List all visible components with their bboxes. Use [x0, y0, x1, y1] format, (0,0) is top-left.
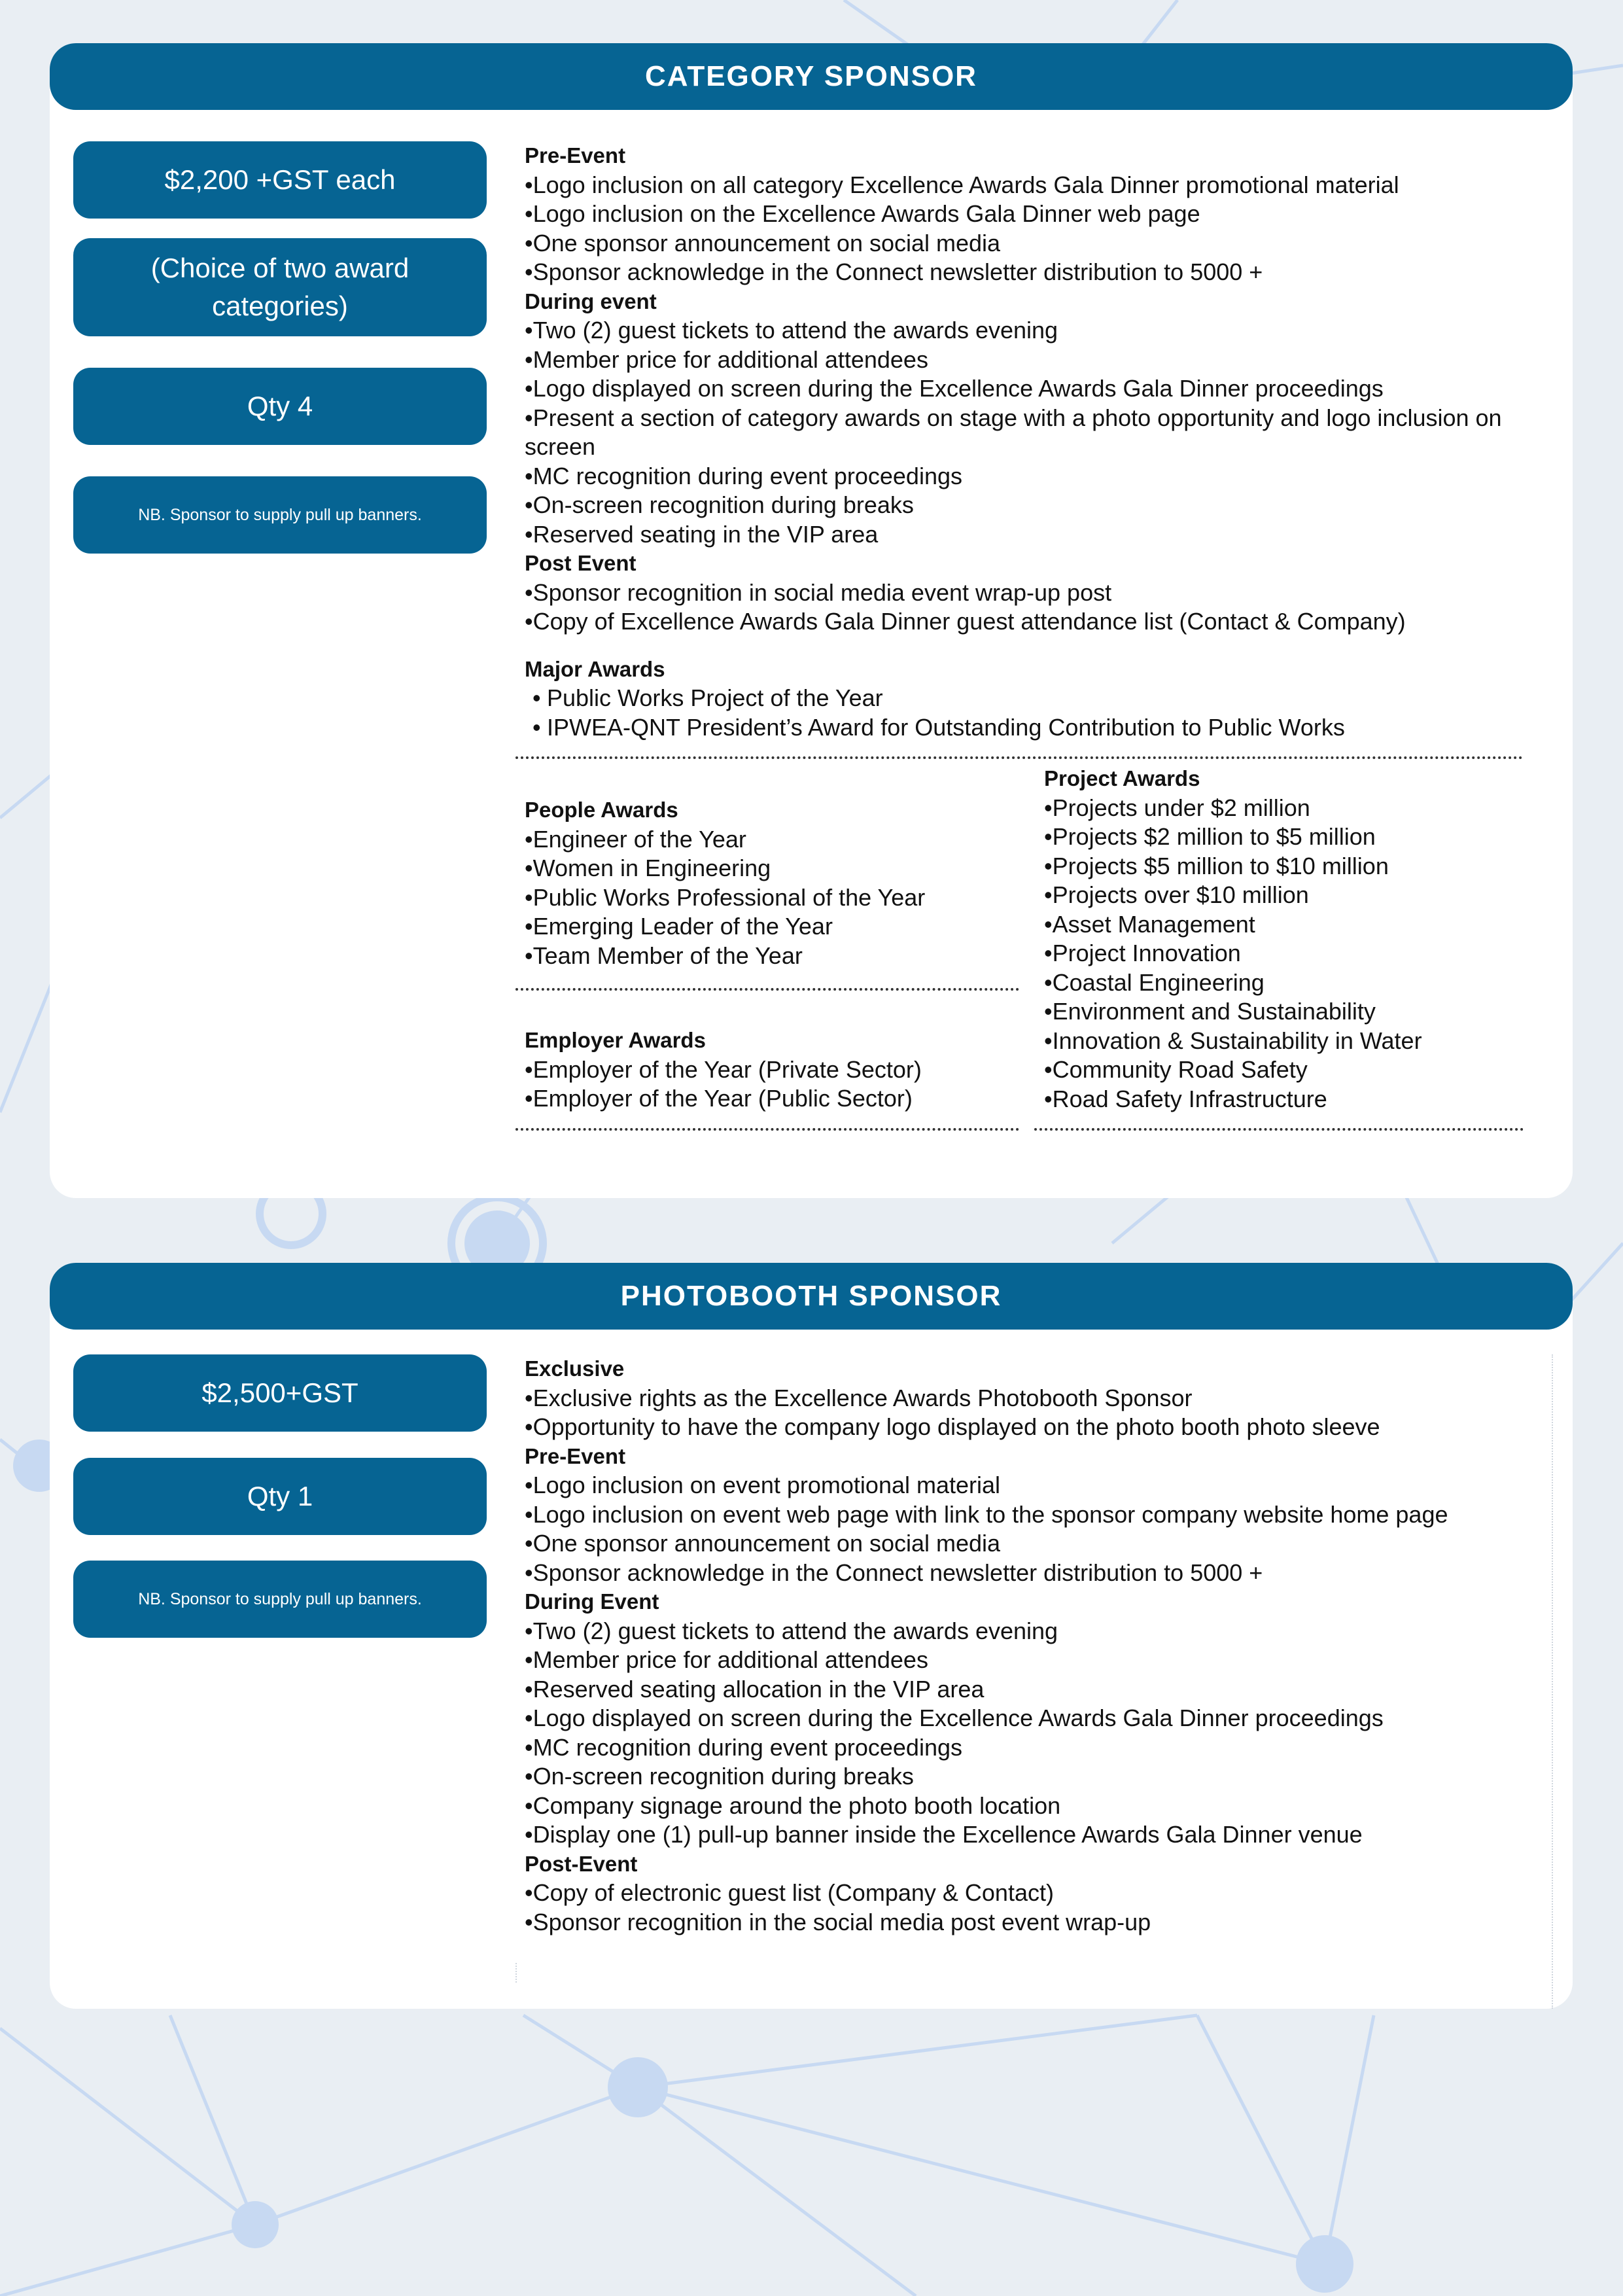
list-item: • On-screen recognition during breaks — [525, 1762, 1519, 1792]
section-heading: Employer Awards — [525, 1028, 706, 1052]
list-item: • Project Innovation — [1044, 939, 1541, 968]
list-item: • Asset Management — [1044, 910, 1541, 940]
category-qty-pill — [73, 368, 487, 445]
category-sponsor-card — [50, 43, 1573, 1198]
list-item: • One sponsor announcement on social media — [525, 229, 1571, 258]
category-note: NB. Sponsor to supply pull up banners. — [138, 506, 422, 524]
section-heading: People Awards — [525, 798, 678, 822]
category-note-pill — [73, 476, 487, 554]
section-heading: Post Event — [525, 551, 637, 575]
section-heading: During Event — [525, 1589, 659, 1614]
list-item: • Logo inclusion on event web page with link to the sponsor company website home page — [525, 1500, 1519, 1530]
list-item: • Employer of the Year (Public Sector) — [525, 1084, 1061, 1114]
column-border — [515, 1963, 517, 1983]
photobooth-benefits — [525, 1354, 1519, 1937]
section-heading: Post-Event — [525, 1851, 638, 1876]
list-item: • Public Works Professional of the Year — [525, 883, 1061, 913]
list-item: • IPWEA-QNT President’s Award for Outstanding Contribution to Public Works — [525, 713, 1571, 743]
list-item: • MC recognition during event proceedings — [525, 462, 1571, 491]
list-item: • Road Safety Infrastructure — [1044, 1085, 1541, 1114]
section-heading: Major Awards — [525, 656, 665, 681]
list-item: • Logo displayed on screen during the Excellence Awards Gala Dinner proceedings — [525, 374, 1571, 404]
photobooth-price: $2,500+GST — [201, 1377, 358, 1408]
list-item: • Employer of the Year (Private Sector) — [525, 1055, 1061, 1085]
list-item: • Projects under $2 million — [1044, 794, 1541, 823]
list-item: • Emerging Leader of the Year — [525, 912, 1061, 942]
list-item: • Women in Engineering — [525, 854, 1061, 883]
divider — [1034, 1128, 1524, 1131]
list-item: • Coastal Engineering — [1044, 968, 1541, 998]
list-item: • Member price for additional attendees — [525, 345, 1571, 375]
divider — [515, 1128, 1019, 1131]
category-choice-pill — [73, 238, 487, 336]
list-item: • Logo inclusion on the Excellence Awards Gala Dinner web page — [525, 200, 1571, 229]
category-benefits — [525, 141, 1571, 742]
category-price: $2,200 +GST each — [164, 164, 396, 195]
divider — [515, 988, 1019, 991]
category-price-pill — [73, 141, 487, 219]
list-item: • Exclusive rights as the Excellence Awards Photobooth Sponsor — [525, 1384, 1519, 1413]
photobooth-sponsor-card — [50, 1263, 1573, 2009]
divider — [515, 756, 1523, 759]
section-heading: Pre-Event — [525, 1443, 626, 1468]
list-item: • Environment and Sustainability — [1044, 997, 1541, 1027]
list-item: • Innovation & Sustainability in Water — [1044, 1027, 1541, 1056]
list-item: • Team Member of the Year — [525, 942, 1061, 971]
list-item: • Reserved seating allocation in the VIP area — [525, 1675, 1519, 1704]
list-item: • One sponsor announcement on social media — [525, 1529, 1519, 1559]
list-item: • Logo displayed on screen during the Excellence Awards Gala Dinner proceedings — [525, 1704, 1519, 1733]
list-item: • Sponsor acknowledge in the Connect newsletter distribution to 5000 + — [525, 258, 1571, 287]
list-item: • Present a section of category awards on stage with a photo opportunity and logo inclusion on screen — [525, 404, 1571, 462]
photobooth-qty: Qty 1 — [247, 1481, 313, 1511]
section-heading: Exclusive — [525, 1356, 625, 1381]
section-heading: Project Awards — [1044, 766, 1200, 790]
photobooth-note: NB. Sponsor to supply pull up banners. — [138, 1590, 422, 1608]
category-choice: (Choice of two award categories) — [150, 253, 410, 321]
list-item: • Logo inclusion on all category Excellence Awards Gala Dinner promotional material — [525, 171, 1571, 200]
list-item: • Two (2) guest tickets to attend the awards evening — [525, 316, 1571, 345]
list-item: • Projects $2 million to $5 million — [1044, 822, 1541, 852]
project-awards — [1044, 764, 1541, 1114]
list-item: • MC recognition during event proceedings — [525, 1733, 1519, 1763]
list-item: • Community Road Safety — [1044, 1055, 1541, 1085]
list-item: • Member price for additional attendees — [525, 1646, 1519, 1675]
people-awards — [525, 796, 1061, 970]
photobooth-note-pill — [73, 1561, 487, 1638]
list-item: • Copy of Excellence Awards Gala Dinner guest attendance list (Contact & Company) — [525, 607, 1571, 637]
list-item: • Copy of electronic guest list (Company & Contact) — [525, 1879, 1519, 1908]
list-item: • Reserved seating in the VIP area — [525, 520, 1571, 550]
list-item: • Opportunity to have the company logo displayed on the photo booth photo sleeve — [525, 1413, 1519, 1442]
category-qty: Qty 4 — [247, 391, 313, 421]
photobooth-qty-pill — [73, 1458, 487, 1535]
list-item: • On-screen recognition during breaks — [525, 491, 1571, 520]
section-heading: During event — [525, 289, 657, 313]
list-item: • Sponsor recognition in the social media post event wrap-up — [525, 1908, 1519, 1937]
list-item: • Sponsor recognition in social media event wrap-up post — [525, 578, 1571, 608]
list-item: • Display one (1) pull-up banner inside the Excellence Awards Gala Dinner venue — [525, 1820, 1519, 1850]
photobooth-price-pill — [73, 1354, 487, 1432]
list-item: • Logo inclusion on event promotional material — [525, 1471, 1519, 1500]
list-item: • Public Works Project of the Year — [525, 684, 1571, 713]
employer-awards — [525, 1026, 1061, 1114]
list-item: • Company signage around the photo booth location — [525, 1792, 1519, 1821]
section-heading: Pre-Event — [525, 143, 626, 168]
category-sponsor-title: CATEGORY SPONSOR — [50, 43, 1573, 110]
list-item: • Sponsor acknowledge in the Connect newsletter distribution to 5000 + — [525, 1559, 1519, 1588]
list-item: • Projects $5 million to $10 million — [1044, 852, 1541, 881]
photobooth-sponsor-title: PHOTOBOOTH SPONSOR — [50, 1263, 1573, 1330]
list-item: • Engineer of the Year — [525, 825, 1061, 855]
list-item: • Two (2) guest tickets to attend the awards evening — [525, 1617, 1519, 1646]
list-item: • Projects over $10 million — [1044, 881, 1541, 910]
column-border — [1552, 1354, 1553, 2009]
